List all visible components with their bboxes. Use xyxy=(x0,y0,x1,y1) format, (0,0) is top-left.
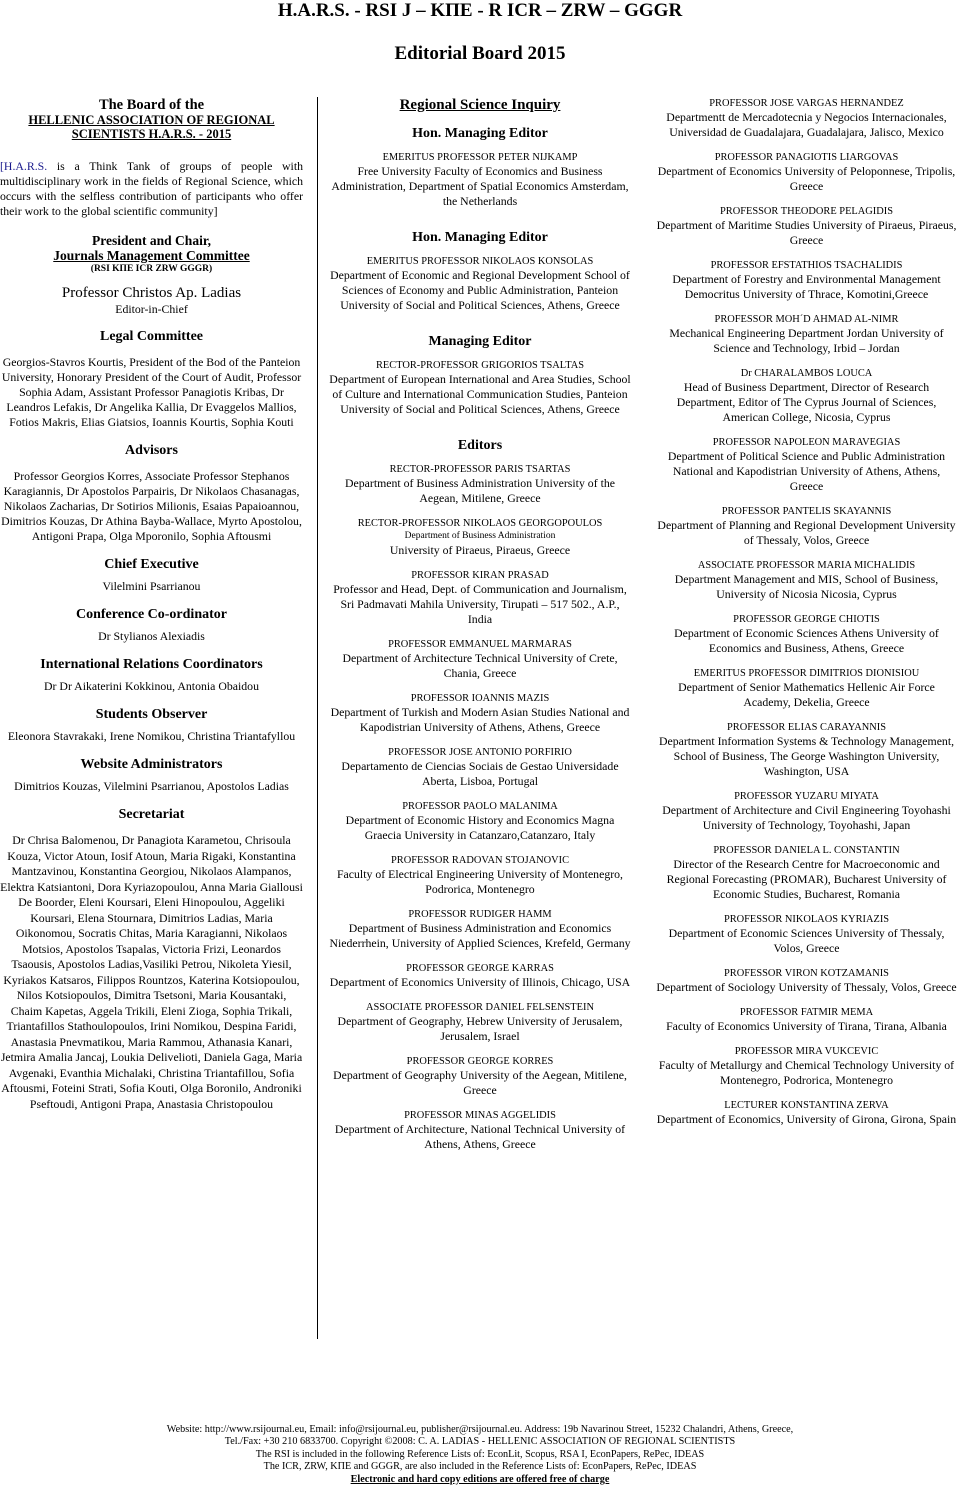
editor-entry xyxy=(329,463,631,506)
president-role: Editor-in-Chief xyxy=(115,302,188,316)
editor-entry xyxy=(329,908,631,951)
member-entry xyxy=(655,1006,958,1034)
editor-entry xyxy=(329,962,631,990)
editor-name: RECTOR-PROFESSOR PARIS TSARTAS xyxy=(389,464,571,475)
editor-affiliation: Department of Architecture, National Technical University of Athens, Athens, Greece xyxy=(334,1122,626,1151)
editor-entry xyxy=(329,255,631,313)
member-affiliation: Department of Economic Sciences Athens University of Economics and Business, Athens, Greece xyxy=(674,626,939,655)
editor-entry xyxy=(329,692,631,735)
member-entry xyxy=(655,613,958,656)
editor-entry xyxy=(329,1001,631,1044)
member-name: PROFESSOR MOH´D AHMAD AL-NIMR xyxy=(714,314,899,325)
member-affiliation: Head of Business Department, Director of Research Department, Editor of The Cyprus Journal of Sciences, American College, Nicosia, Cyprus xyxy=(676,380,937,424)
member-name: PROFESSOR PANAGIOTIS LIARGOVAS xyxy=(714,152,899,163)
section-spacer xyxy=(329,428,631,438)
member-affiliation: Department of Forestry and Environmental Management Democritus University of Thrace, Komotini,Greece xyxy=(672,272,941,301)
member-entry xyxy=(655,559,958,602)
editor-affiliation: Department of Economics University of Illinois, Chicago, USA xyxy=(329,975,631,989)
editor-affiliation: Department of Geography, Hebrew University of Jerusalem, Jerusalem, Israel xyxy=(337,1014,623,1043)
editor-entry xyxy=(329,800,631,843)
editor-name: PROFESSOR EMMANUEL MARMARAS xyxy=(388,639,572,650)
board-scientists: SCIENTISTS H.A.R.S. - 2015 xyxy=(71,127,232,141)
board-title: The Board of the xyxy=(98,97,205,113)
editor-affiliation: University of Piraeus, Piraeus, Greece xyxy=(389,543,571,557)
member-affiliation: Department of Senior Mathematics Hellenic Air Force Academy, Dekelia, Greece xyxy=(678,680,935,709)
member-name: PROFESSOR MIRA VUKCEVIC xyxy=(734,1046,879,1057)
section-heading: Hon. Managing Editor xyxy=(412,126,548,141)
member-entry xyxy=(655,1045,958,1088)
footer-free-editions: Electronic and hard copy editions are offered free of charge xyxy=(350,1473,610,1485)
editor-entry xyxy=(329,1055,631,1098)
president-title: President and Chair, xyxy=(92,233,211,248)
column-members xyxy=(655,97,958,1138)
board-association: HELLENIC ASSOCIATION OF REGIONAL xyxy=(28,113,275,127)
intro-paragraph xyxy=(0,159,303,219)
member-name: PROFESSOR YUZARU MIYATA xyxy=(734,791,879,802)
advisors-text: Professor Georgios Korres, Associate Professor Stephanos Karagiannis, Dr Apostolos Parpairis, Dr Nikolaos Chasanagas, Nikolaos Zacharias, Dr Sotirios Milionis, Esaias Papaioannou, Dimitrios Kouzas, Dr Athina Bayba-Wallace, Myrto Apostolou, Antigoni Prapa, Olga Mporonilo, Sophia Aftousmi xyxy=(1,469,302,543)
editor-name: PROFESSOR IOANNIS MAZIS xyxy=(410,693,550,704)
president-name: Professor Christos Ap. Ladias xyxy=(61,285,242,301)
editor-name: PROFESSOR RADOVAN STOJANOVIC xyxy=(390,855,570,866)
member-entry xyxy=(655,313,958,356)
editor-affiliation: Department of Business Administration University of the Aegean, Mitilene, Greece xyxy=(345,476,615,505)
editor-entry xyxy=(329,569,631,627)
member-entry xyxy=(655,436,958,494)
editor-affiliation: Department of Turkish and Modern Asian Studies National and Kapodistrian University of Athens, Athens, Greece xyxy=(330,705,630,734)
member-affiliation: Department of Planning and Regional Development University of Thessaly, Volos, Greece xyxy=(657,518,956,547)
editor-name: EMERITUS PROFESSOR PETER NIJKAMP xyxy=(382,152,578,163)
member-affiliation: Department Management and MIS, School of Business, University of Nicosia Nicosia, Cyprus xyxy=(674,572,939,601)
intro-abbr: [H.A.R.S. xyxy=(0,159,48,173)
editor-department: Department of Business Administration xyxy=(404,531,556,541)
member-entry xyxy=(655,1099,958,1127)
member-entry xyxy=(655,151,958,194)
member-entry xyxy=(655,967,958,995)
editor-sections xyxy=(329,126,631,1152)
member-name: PROFESSOR VIRON KOTZAMANIS xyxy=(724,968,889,979)
member-entry xyxy=(655,844,958,902)
section-heading: Hon. Managing Editor xyxy=(412,230,548,245)
editor-entry xyxy=(329,359,631,417)
students-heading: Students Observer xyxy=(95,707,208,722)
member-name: PROFESSOR DANIELA L. CONSTANTIN xyxy=(713,845,900,856)
member-list xyxy=(655,97,958,1127)
member-entry xyxy=(655,259,958,302)
member-name: PROFESSOR EFSTATHIOS TSACHALIDIS xyxy=(710,260,903,271)
section-heading: Editors xyxy=(457,438,503,453)
member-entry xyxy=(655,721,958,779)
member-entry xyxy=(655,913,958,956)
conference-text: Dr Stylianos Alexiadis xyxy=(98,629,205,643)
legal-committee-text: Georgios-Stavros Kourtis, President of the Bod of the Panteion University, Honorary President of the Court of Audit, Professor Sophia Adam, Assistant Professor Panagiotis Kribas, Dr Leandros Lefakis, Dr Angelika Kallia, Dr Evaggelos Mallios, Fotios Makris, Elias Giatsios, Ioannis Kourtis, Sophia Kouti xyxy=(1,355,302,429)
website-admin-text: Dimitrios Kouzas, Vilelmini Psarrianou, Apostolos Ladias xyxy=(14,779,289,793)
editor-name: PROFESSOR MINAS AGGELIDIS xyxy=(404,1110,556,1121)
editor-name: PROFESSOR JOSE ANTONIO PORFIRIO xyxy=(388,747,572,758)
editor-name: RECTOR-PROFESSOR NIKOLAOS GEORGOPOULOS xyxy=(357,518,603,529)
member-affiliation: Department of Architecture and Civil Engineering Toyohashi University of Technology, Toyohashi, Japan xyxy=(662,803,951,832)
editor-entry xyxy=(329,1109,631,1152)
member-affiliation: Department of Sociology University of Thessaly, Volos, Greece xyxy=(656,980,957,994)
editor-name: PROFESSOR GEORGE KARRAS xyxy=(406,963,554,974)
editor-name: EMERITUS PROFESSOR NIKOLAOS KONSOLAS xyxy=(366,256,594,267)
editor-affiliation: Departamento de Ciencias Sociais de Gestao Universidade Aberta, Lisboa, Portugal xyxy=(341,759,619,788)
editor-affiliation: Department of Business Administration and Economics Niederrhein, University of Applied Sciences, Krefeld, Germany xyxy=(329,921,631,950)
member-name: PROFESSOR PANTELIS SKAYANNIS xyxy=(721,506,892,517)
secretariat-heading: Secretariat xyxy=(118,807,185,822)
president-committee: Journals Management Committee xyxy=(53,248,250,263)
editor-name: ASSOCIATE PROFESSOR DANIEL FELSENSTEIN xyxy=(366,1002,594,1013)
member-name: PROFESSOR NAPOLEON MARAVEGIAS xyxy=(712,437,901,448)
member-name: LECTURER KONSTANTINA ZERVA xyxy=(724,1100,889,1111)
member-entry xyxy=(655,205,958,248)
section-spacer xyxy=(329,220,631,230)
member-name: PROFESSOR GEORGE CHIOTIS xyxy=(733,614,880,625)
member-affiliation: Department of Economics, University of Girona, Girona, Spain xyxy=(656,1112,957,1126)
member-affiliation: Faculty of Metallurgy and Chemical Technology University of Montenegro, Podrorica, Montenegro xyxy=(658,1058,955,1087)
website-admin-heading: Website Administrators xyxy=(80,757,223,772)
member-affiliation: Department Information Systems & Technology Management, School of Business, The George Washington University, Washington, USA xyxy=(658,734,955,778)
editor-name: PROFESSOR GEORGE KORRES xyxy=(406,1056,554,1067)
editor-affiliation: Free University Faculty of Economics and Business Administration, Department of Spatial Economics Amsterdam, the Netherlands xyxy=(331,164,629,208)
intro-text: is a Think Tank of groups of people with multidisciplinary work in the fields of Regional Science, which occurs with the selfless contribution of participants who offer their work to the global scientific community] xyxy=(0,159,303,218)
member-name: ASSOCIATE PROFESSOR MARIA MICHALIDIS xyxy=(697,560,916,571)
member-affiliation: Department of Economics University of Peloponnese, Tripolis, Greece xyxy=(657,164,956,193)
member-affiliation: Director of the Research Centre for Macroeconomic and Regional Forecasting (PROMAR), Bucharest University of Economic Studies, Bucharest, Romania xyxy=(666,857,947,901)
editor-entry xyxy=(329,854,631,897)
member-name: PROFESSOR FATMIR MEMA xyxy=(739,1007,874,1018)
member-name: Dr CHARALAMBOS LOUCA xyxy=(740,368,873,379)
editor-entry xyxy=(329,746,631,789)
member-entry xyxy=(655,667,958,710)
page-subtitle: Editorial Board 2015 xyxy=(394,43,566,64)
editor-name: PROFESSOR PAOLO MALANIMA xyxy=(402,801,558,812)
editor-affiliation: Department of European International and Area Studies, School of Culture and International Communication Studies, Panteion University of Social and Political Sciences, Athens, Greece xyxy=(329,372,631,416)
member-affiliation: Faculty of Economics University of Tirana, Tirana, Albania xyxy=(666,1019,947,1033)
chief-executive-heading: Chief Executive xyxy=(104,557,199,572)
column-editors xyxy=(329,97,631,1163)
chief-executive-text: Vilelmini Psarrianou xyxy=(102,579,201,593)
member-name: EMERITUS PROFESSOR DIMITRIOS DIONISIOU xyxy=(693,668,920,679)
journal-title: Regional Science Inquiry xyxy=(399,97,561,113)
editor-affiliation: Department of Geography University of the Aegean, Mitilene, Greece xyxy=(333,1068,627,1097)
editor-entry xyxy=(329,151,631,209)
member-affiliation: Department of Political Science and Public Administration National and Kapodistrian University of Athens, Athens, Greece xyxy=(667,449,946,493)
president-journals: (RSI ΚΠΕ ICR ZRW GGGR) xyxy=(90,264,213,274)
member-entry xyxy=(655,367,958,425)
editor-name: PROFESSOR KIRAN PRASAD xyxy=(411,570,549,581)
member-affiliation: Departmentt de Mercadotecnia y Negocios Internacionales, Universidad de Guadalajara, Guadalajara, Jalisco, Mexico xyxy=(666,110,947,139)
member-entry xyxy=(655,790,958,833)
footer-copyright: Tel./Fax: +30 210 6833700. Copyright ©2008: C. A. LADIAS - HELLENIC ASSOCIATION OF REGIONAL SCIENTISTS xyxy=(224,1436,736,1448)
member-affiliation: Mechanical Engineering Department Jordan University of Science and Technology, Irbid – Jordan xyxy=(669,326,944,355)
section-heading: Managing Editor xyxy=(428,334,532,349)
legal-committee-heading: Legal Committee xyxy=(99,329,204,344)
member-entry xyxy=(655,505,958,548)
member-entry xyxy=(655,97,958,140)
editor-affiliation: Department of Economic and Regional Development School of Sciences of Economy and Public Administration, Panteion University of Social and Political Sciences, Athens, Greece xyxy=(330,268,630,312)
footer-contact: Website: http://www.rsijournal.eu, Email: info@rsijournal.eu, publisher@rsijournal.eu. Address: 19b Navarinou Street, 15232 Chalandri, Athens, Greece, xyxy=(166,1424,794,1435)
editor-affiliation: Department of Economic History and Economics Magna Graecia University in Catanzaro,Catanzaro, Italy xyxy=(345,813,615,842)
section-spacer xyxy=(329,324,631,334)
international-text: Dr Dr Aikaterini Kokkinou, Antonia Obaidou xyxy=(44,679,259,693)
column-board xyxy=(0,97,303,1112)
editor-name: PROFESSOR RUDIGER HAMM xyxy=(408,909,552,920)
member-name: PROFESSOR NIKOLAOS KYRIAZIS xyxy=(723,914,890,925)
editor-affiliation: Professor and Head, Dept. of Communication and Journalism, Sri Padmavati Mahila University, Tirupati – 517 502., A.P., India xyxy=(333,582,627,626)
advisors-heading: Advisors xyxy=(125,443,178,458)
conference-heading: Conference Co-ordinator xyxy=(76,607,227,622)
footer-reference-lists-other: The ICR, ZRW, ΚΠΕ and GGGR, are also included in the Reference Lists of: EconPapers, RePec, IDEAS xyxy=(263,1461,697,1473)
member-name: PROFESSOR ELIAS CARAYANNIS xyxy=(727,722,886,733)
editor-name: RECTOR-PROFESSOR GRIGORIOS TSALTAS xyxy=(376,360,584,371)
students-text: Eleonora Stavrakaki, Irene Nomikou, Christina Triantafyllou xyxy=(7,729,296,743)
editor-entry xyxy=(329,517,631,558)
editor-affiliation: Faculty of Electrical Engineering University of Montenegro, Podrorica, Montenegro xyxy=(337,867,623,896)
column-divider xyxy=(317,97,318,1339)
member-name: PROFESSOR JOSE VARGAS HERNANDEZ xyxy=(709,98,904,109)
editor-affiliation: Department of Architecture Technical University of Crete, Chania, Greece xyxy=(342,651,618,680)
international-heading: International Relations Coordinators xyxy=(40,657,263,672)
member-name: PROFESSOR THEODORE PELAGIDIS xyxy=(719,206,893,217)
page-title: H.A.R.S. - RSI J – ΚΠΕ - R ICR – ZRW – GGGR xyxy=(277,0,683,21)
secretariat-text: Dr Chrisa Balomenou, Dr Panagiota Karametou, Chrisoula Kouza, Victor Atoun, Iosif Atoun, Maria Rigaki, Konstantina Mantzavinou, Konstantina Georgiou, Nikolaos Alampanos, Elektra Katsiantoni, Dora Kyriazopoulou, Anna Maria Giallousi De Boorder, Eleni Koursari, Eleni Hinopoulou, Aggeliki Koursari, Elena Stournara, Dimitrios Ladias, Maria Oikonomou, Socratis Chitas, Maria Karagianni, Nikolaos Motsios, Apostolos Tsapalas, Victoria Frizi, Leonardos Tsaousis, Apostolos Ladias,Vasiliki Petrou, Nikoleta Yiesil, Kyriakos Katsaros, Filippos Rountzos, Katerina Kotsiopoulou, Nilos Kotsiopoulos, Dimitra Tsetsoni, Maria Kousantaki, Chaim Kapetas, Aggela Trikili, Eleni Zioga, Sophia Trikali, Triantafillos Stathoulopoulos, Irini Nomikou, Despina Faridi, Anastasia Pnevmatikou, Maria Rammou, Athanasia Kanari, Jetmira Amalia Jancaj, Loukia Delivelioti, Daniela Gaga, Maria Avgenaki, Evanthia Michalaki, Christina Triantafillou, Sofia Aftousmi, Foteini Strati, Sofia Kouti, Olga Boronilo, Androniki Pseftoudi, Antigoni Prapa, Anastasia Christopoulou xyxy=(0,833,303,1111)
footer-reference-lists: The RSI is included in the following Reference Lists of: EconLit, Scopus, RSA I, EconPapers, RePec, IDEAS xyxy=(255,1448,705,1460)
editor-entry xyxy=(329,638,631,681)
footer xyxy=(0,1424,960,1486)
member-affiliation: Department of Economic Sciences University of Thessaly, Volos, Greece xyxy=(668,926,945,955)
member-affiliation: Department of Maritime Studies University of Piraeus, Piraeus, Greece xyxy=(656,218,957,247)
